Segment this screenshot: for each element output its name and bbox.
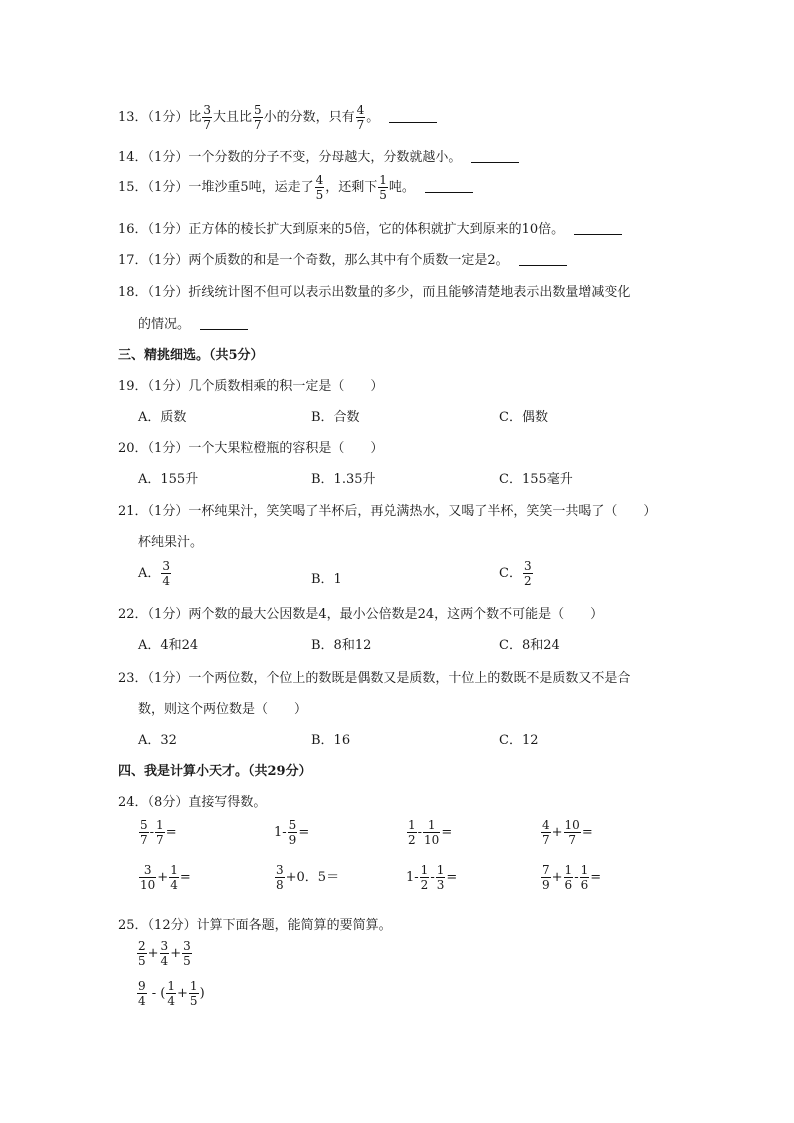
denominator: 5: [183, 954, 191, 968]
operator: +: [177, 986, 188, 1001]
section-heading-4: 四、我是计算小天才。（共29分）: [118, 764, 312, 779]
option-a[interactable]: A．155升: [138, 472, 199, 487]
calc-expression-4: [540, 819, 593, 846]
option-b[interactable]: B．合数: [311, 410, 360, 425]
numerator: 1: [564, 863, 573, 877]
question-points: （1分）: [147, 180, 189, 195]
option-c[interactable]: C．偶数: [499, 410, 548, 425]
numerator: 1: [580, 863, 589, 877]
answer-blank[interactable]: [200, 328, 248, 330]
question-points: （1分）: [147, 441, 189, 456]
denominator: 7: [254, 118, 262, 132]
numerator: 1: [408, 818, 416, 832]
operator: +: [157, 870, 169, 885]
fraction: [423, 819, 440, 846]
fraction: [315, 174, 325, 201]
question-text: ，还剩下: [325, 180, 378, 195]
numerator: 1: [167, 979, 176, 993]
numerator: 1: [189, 979, 198, 993]
operator: +: [551, 870, 563, 885]
question-text: 计算下面各题，能简算的要简算。: [196, 918, 392, 933]
option-letter: A．: [138, 566, 161, 581]
question-text: 一个两位数，个位上的数既是偶数又是质数，十位上的数既不是质数又不是合: [188, 671, 631, 686]
numerator: 3: [183, 939, 191, 953]
option-a[interactable]: A．4和24: [138, 638, 199, 653]
answer-blank[interactable]: [519, 264, 567, 266]
calc-expression-1: [138, 819, 177, 846]
answer-blank[interactable]: [425, 191, 473, 193]
equals-sign: =: [165, 825, 177, 840]
denominator: 3: [436, 878, 445, 892]
denominator: 6: [564, 878, 573, 892]
calc-expression-7: [406, 864, 457, 891]
question-text: 几个质数相乘的积一定是（ ）: [188, 379, 384, 394]
fraction: [139, 864, 156, 891]
denominator: 5: [138, 954, 146, 968]
fraction: [356, 104, 366, 131]
fraction: [253, 104, 263, 131]
denominator: 7: [156, 833, 164, 847]
question-points: （8分）: [147, 795, 189, 810]
fraction: [541, 864, 551, 891]
question-17: [118, 249, 567, 268]
question-15: [118, 174, 473, 201]
numerator: 7: [542, 863, 550, 877]
operator: +: [551, 825, 563, 840]
operator: -: [149, 825, 155, 840]
equals-sign: =: [441, 825, 453, 840]
option-letter: C．: [499, 566, 522, 581]
question-text: 正方体的棱长扩大到原来的5倍，它的体积就扩大到原来的10倍。: [188, 222, 565, 237]
equals-sign: =: [581, 825, 593, 840]
option-b[interactable]: B．8和12: [311, 638, 372, 653]
numerator: 4: [315, 173, 324, 187]
calc-expression-2: [274, 819, 309, 846]
question-points: （1分）: [147, 150, 189, 165]
denominator: 8: [276, 878, 284, 892]
fraction: [202, 104, 212, 131]
denominator: 7: [140, 833, 148, 847]
denominator: 7: [542, 833, 550, 847]
fraction: [169, 864, 179, 891]
question-18: [118, 281, 630, 300]
numerator: 3: [162, 559, 171, 573]
option-a[interactable]: A．32: [138, 733, 177, 748]
question-points: （1分）: [147, 607, 189, 622]
question-text: 两个质数的和是一个奇数，那么其中有个质数一定是2。: [188, 253, 509, 268]
fraction: [137, 940, 147, 967]
fraction: [378, 174, 388, 201]
denominator: 9: [542, 878, 550, 892]
denominator: 4: [160, 954, 169, 968]
question-23-continued: 数，则这个两位数是（ ）: [138, 702, 308, 717]
numerator: 3: [276, 863, 284, 877]
fraction: [420, 864, 430, 891]
numerator: 9: [138, 979, 146, 993]
question-text: 小的分数，只有: [263, 110, 355, 125]
numerator: 2: [138, 939, 146, 953]
equals-sign: =: [446, 870, 458, 885]
fraction: [523, 560, 533, 587]
denominator: 7: [356, 118, 365, 132]
numerator: 1: [423, 819, 440, 833]
numerator: 3: [139, 864, 156, 878]
fraction: [288, 819, 298, 846]
question-23: [118, 667, 630, 686]
question-14: [118, 146, 519, 165]
question-text: 一堆沙重5吨，运走了: [188, 180, 314, 195]
fraction: [564, 819, 581, 846]
numerator: 5: [288, 818, 297, 832]
question-points: （1分）: [147, 379, 189, 394]
denominator: 2: [408, 833, 416, 847]
option-a[interactable]: A．质数: [138, 410, 187, 425]
question-number: 21．: [118, 504, 148, 519]
question-number: 18．: [118, 285, 148, 300]
operator: - (: [147, 986, 166, 1001]
fraction: [160, 940, 170, 967]
equals-sign: =: [298, 825, 310, 840]
question-text: 吨。: [388, 180, 415, 195]
fraction: [436, 864, 446, 891]
equals-sign: =: [590, 870, 602, 885]
numerator: 3: [523, 559, 532, 573]
question-text: 一个大果粒橙瓶的容积是（ ）: [188, 441, 384, 456]
operator: +: [147, 946, 159, 961]
answer-blank[interactable]: [389, 121, 437, 123]
denominator: 4: [138, 994, 146, 1008]
question-number: 23．: [118, 671, 148, 686]
calc-expression-3: [406, 819, 452, 846]
fraction: [564, 864, 574, 891]
denominator: 2: [523, 574, 532, 588]
denominator: 4: [162, 574, 171, 588]
fraction: [189, 980, 199, 1007]
whole-number: 1-: [274, 825, 287, 840]
question-text: 大且比: [212, 110, 252, 125]
option-c[interactable]: C．155毫升: [499, 472, 573, 487]
fraction: [580, 864, 590, 891]
denominator: 4: [167, 994, 176, 1008]
question-21: [118, 500, 656, 519]
question-20: [118, 437, 383, 456]
calc-expression-6: [274, 864, 339, 891]
question-number: 17．: [118, 253, 148, 268]
question-21-continued: 杯纯果汁。: [138, 535, 204, 550]
operator: ): [199, 986, 205, 1001]
question-22: [118, 603, 603, 622]
calc-expression-8: [540, 864, 601, 891]
question-points: （1分）: [147, 253, 189, 268]
question-text: 直接写得数。: [188, 795, 267, 810]
question-points: （1分）: [147, 222, 189, 237]
option-c[interactable]: [499, 560, 534, 587]
question-number: 20．: [118, 441, 148, 456]
fraction: [161, 560, 171, 587]
question-points: （12分）: [147, 918, 197, 933]
question-points: （1分）: [147, 110, 189, 125]
denominator: 5: [379, 188, 387, 202]
equals-sign: =: [179, 870, 191, 885]
question-number: 15．: [118, 180, 148, 195]
question-text: 折线统计图不但可以表示出数量的多少，而且能够清楚地表示出数量增减变化: [188, 285, 631, 300]
simplify-expression-1: [136, 940, 193, 967]
numerator: 3: [203, 103, 211, 117]
operator: -: [417, 825, 423, 840]
question-text: 一杯纯果汁，笑笑喝了半杯后，再兑满热水，又喝了半杯，笑笑一共喝了（ ）: [188, 504, 657, 519]
option-b[interactable]: B．1: [311, 572, 342, 587]
numerator: 4: [542, 818, 550, 832]
numerator: 1: [420, 863, 429, 877]
question-16: [118, 218, 622, 237]
question-19: [118, 375, 383, 394]
denominator: 7: [203, 118, 211, 132]
numerator: 1: [436, 863, 445, 877]
denominator: 6: [580, 878, 589, 892]
option-b[interactable]: B．16: [311, 733, 351, 748]
operator: -: [574, 870, 579, 885]
question-text: 一个分数的分子不变，分母越大，分数就越小。: [188, 150, 462, 165]
question-number: 25．: [118, 918, 148, 933]
answer-blank[interactable]: [471, 161, 519, 163]
fraction: [166, 980, 176, 1007]
option-a[interactable]: [138, 560, 172, 587]
numerator: 4: [356, 103, 365, 117]
fraction: [139, 819, 149, 846]
denominator: 2: [420, 878, 429, 892]
question-24: [118, 791, 266, 810]
operator: +: [170, 946, 182, 961]
denominator: 7: [568, 833, 576, 847]
question-text: 。: [366, 110, 380, 125]
expression-tail: +0．5＝: [285, 870, 340, 885]
question-18-continued: [138, 313, 248, 332]
denominator: 5: [189, 994, 198, 1008]
question-points: （1分）: [147, 504, 189, 519]
fraction: [182, 940, 192, 967]
question-text: 两个数的最大公因数是4，最小公倍数是24，这两个数不可能是（ ）: [188, 607, 604, 622]
question-number: 14．: [118, 150, 148, 165]
numerator: 5: [254, 103, 262, 117]
denominator: 5: [315, 188, 324, 202]
question-text: 比: [188, 110, 202, 125]
numerator: 5: [140, 818, 148, 832]
simplify-expression-2: [136, 980, 205, 1007]
question-points: （1分）: [147, 671, 189, 686]
question-text: 的情况。: [138, 317, 191, 332]
whole-number: 1-: [406, 870, 419, 885]
question-number: 24．: [118, 795, 148, 810]
fraction: [275, 864, 285, 891]
numerator: 1: [156, 818, 164, 832]
option-c[interactable]: C．12: [499, 733, 539, 748]
fraction: [155, 819, 165, 846]
question-13: [118, 104, 437, 131]
question-number: 19．: [118, 379, 148, 394]
numerator: 1: [170, 863, 178, 877]
numerator: 1: [379, 173, 387, 187]
numerator: 10: [564, 818, 580, 832]
question-number: 22．: [118, 607, 148, 622]
operator: -: [430, 870, 435, 885]
fraction: [137, 980, 147, 1007]
numerator: 3: [160, 939, 169, 953]
option-b[interactable]: B．1.35升: [311, 472, 376, 487]
fraction: [407, 819, 417, 846]
option-c[interactable]: C．8和24: [499, 638, 560, 653]
fraction: [541, 819, 551, 846]
denominator: 10: [140, 878, 156, 892]
question-points: （1分）: [147, 285, 189, 300]
question-number: 16．: [118, 222, 148, 237]
question-25: [118, 914, 392, 933]
denominator: 10: [424, 833, 440, 847]
answer-blank[interactable]: [574, 233, 622, 235]
question-number: 13．: [118, 110, 148, 125]
denominator: 4: [170, 878, 178, 892]
calc-expression-5: [138, 864, 191, 891]
section-heading-3: 三、精挑细选。（共5分）: [118, 348, 264, 363]
denominator: 9: [288, 833, 297, 847]
